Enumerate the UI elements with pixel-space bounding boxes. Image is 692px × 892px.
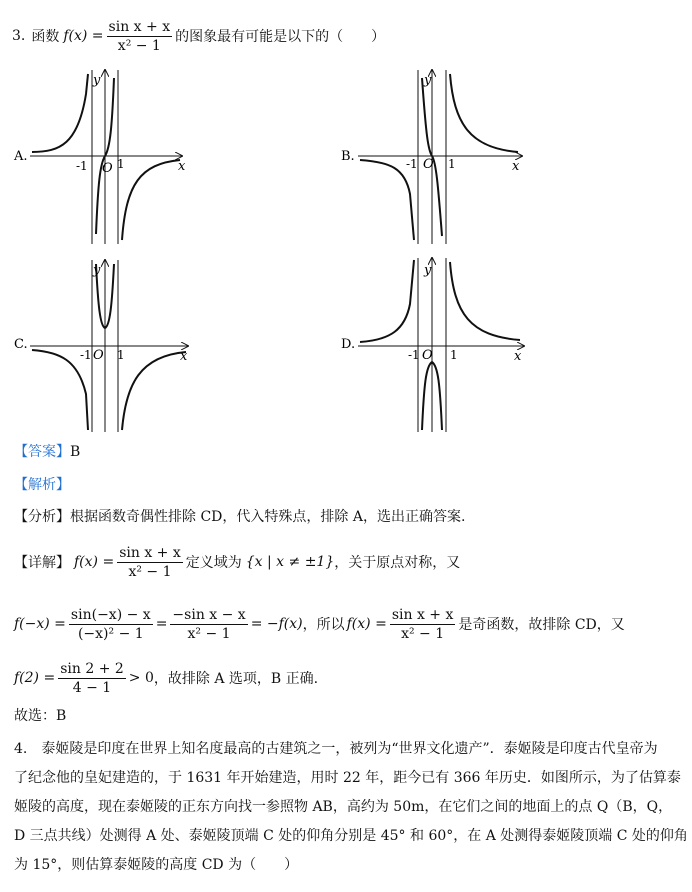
odd-fraction-2 [170, 607, 247, 642]
question-number: 3. [12, 28, 26, 44]
fraction-denominator: x² − 1 [117, 37, 161, 54]
fenxi-line [14, 506, 465, 526]
graph-a [13, 70, 186, 244]
function-lhs: f(x) = [63, 28, 104, 44]
x-label: x [512, 159, 520, 174]
f2-lhs: f(2) = [14, 670, 56, 686]
f2-line [14, 656, 318, 700]
f2-fraction [58, 661, 126, 696]
stem-suffix: 的图象最有可能是以下的（ ） [175, 29, 386, 45]
equals-sign: = [155, 616, 168, 632]
fenxi-text: 根据函数奇偶性排除 CD，代入特殊点，排除 A，选出正确答案. [70, 509, 466, 525]
q4-line-1: 4. 泰姬陵是印度在世界上知名度最高的古建筑之一，被列为“世界文化遗产”．泰姬陵是印度古代皇帝为 [14, 741, 658, 757]
odd-fraction-1 [69, 607, 153, 642]
y-label: y [424, 73, 432, 88]
odd-lhs-2: f(x) = [346, 616, 387, 632]
tick-neg-one: -1 [76, 159, 88, 173]
tick-one: 1 [450, 348, 458, 362]
odd-function-line [14, 600, 625, 648]
xiangjie-line [14, 540, 460, 584]
function-fraction [107, 19, 173, 54]
curve-right [450, 262, 520, 340]
tick-one: 1 [448, 157, 456, 171]
fraction-denominator: (−x)² − 1 [77, 625, 144, 642]
stem-prefix: 函数 [31, 29, 60, 45]
odd-conclusion: 是奇函数，故排除 CD，又 [458, 617, 625, 633]
graph-b [341, 70, 522, 244]
fraction-numerator: −sin x − x [172, 606, 246, 623]
tick-neg-one: -1 [80, 348, 92, 362]
odd-so: ，所以 [302, 617, 345, 633]
q4-line-3: 姬陵的高度，现在泰姬陵的正东方向找一参照物 AB，高约为 50m，在它们之间的地面上的点 Q（B，Q， [14, 799, 673, 815]
option-c-label: C. [14, 337, 28, 352]
curve-right [122, 352, 186, 430]
curve-right [450, 74, 518, 152]
fraction-numerator: sin x + x [108, 18, 171, 35]
odd-fraction-3 [390, 607, 456, 642]
answer-tag: 【答案】 [14, 444, 70, 460]
origin-label: O [102, 161, 113, 176]
graph-d [341, 258, 524, 432]
odd-rhs: = −f(x) [250, 616, 303, 632]
choose-line: 故选：B [14, 708, 67, 724]
origin-label: O [423, 157, 434, 172]
xiangjie-fraction [117, 545, 183, 580]
answer-line [14, 441, 80, 461]
y-label: y [93, 263, 101, 278]
tick-one: 1 [117, 157, 125, 171]
f2-rhs: > 0 [128, 670, 154, 686]
y-label: y [424, 263, 432, 278]
q4-line-5: 为 15°，则估算泰姬陵的高度 CD 为（ ） [14, 857, 299, 873]
fraction-denominator: x² − 1 [187, 625, 231, 642]
option-graphs-svg [0, 64, 692, 436]
domain-set: {x | x ≠ ±1} [245, 554, 335, 570]
origin-label: O [422, 348, 433, 363]
option-a-label: A. [14, 149, 28, 164]
origin-label: O [93, 348, 104, 363]
option-graphs [0, 64, 692, 436]
curve-left [32, 74, 88, 152]
fraction-numerator: sin x + x [119, 544, 181, 561]
f2-conclusion: ，故排除 A 选项，B 正确. [153, 671, 319, 687]
curve-right [122, 160, 180, 240]
x-label: x [180, 349, 188, 364]
curve-left [360, 260, 414, 342]
answer-value: B [70, 444, 81, 460]
xiangjie-tag: 【详解】 [14, 555, 70, 571]
curve-left [360, 160, 414, 240]
fraction-numerator: sin(−x) − x [70, 606, 151, 623]
x-label: x [178, 159, 186, 174]
tick-neg-one: -1 [408, 348, 420, 362]
odd-lhs: f(−x) = [14, 616, 66, 632]
fraction-denominator: x² − 1 [128, 563, 172, 580]
fenxi-tag: 【分析】 [14, 509, 70, 525]
question-3-stem [12, 14, 385, 58]
x-label: x [514, 349, 522, 364]
fraction-numerator: sin x + x [391, 606, 454, 623]
graph-c [14, 260, 188, 432]
domain-text: 定义域为 [185, 555, 242, 571]
y-label: y [93, 73, 101, 88]
option-b-label: B. [341, 149, 355, 164]
tick-neg-one: -1 [406, 157, 418, 171]
curve-left [32, 350, 88, 430]
fraction-denominator: 4 − 1 [72, 679, 112, 696]
question-4 [14, 735, 688, 880]
fraction-denominator: x² − 1 [401, 625, 445, 642]
q4-line-4: D 三点共线）处测得 A 处、泰姬陵顶端 C 处的仰角分别是 45° 和 60°，在 A 处测得泰姬陵顶端 C 处的仰角 [14, 828, 688, 844]
q4-line-2: 了纪念他的皇妃建造的，于 1631 年开始建造，用时 22 年，距今已有 366 年历史．如图所示，为了估算泰 [14, 770, 681, 786]
tick-one: 1 [117, 348, 125, 362]
analysis-tag: 【解析】 [14, 477, 70, 493]
xiangjie-lhs: f(x) = [74, 554, 115, 570]
option-d-label: D. [341, 337, 356, 352]
xiangjie-after: ，关于原点对称，又 [334, 555, 461, 571]
fraction-numerator: sin 2 + 2 [60, 660, 124, 677]
